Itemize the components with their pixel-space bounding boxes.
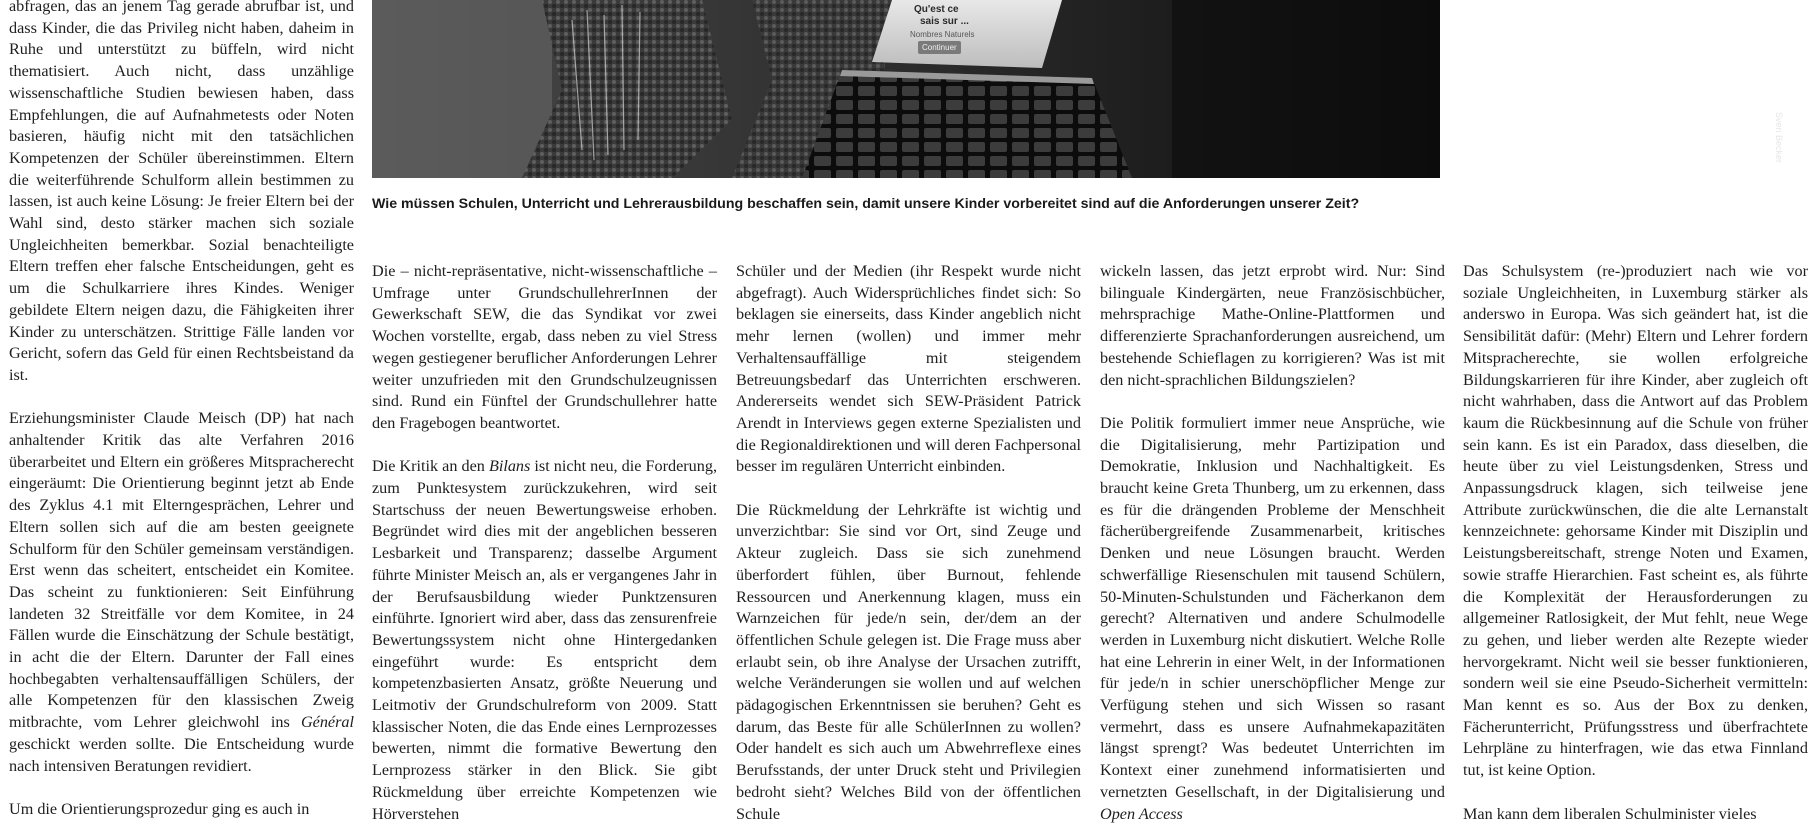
- paragraph: Schüler und der Medien (ihr Respekt wurde nicht abgefragt). Auch Widersprüchliches findet sich: So beklagen sie einerseits, dass Kinder angeblich nicht mehr lernen (wollen) und immer mehr Verhaltensauffällige mit steigendem Betreuungsbedarf das Unterrichten erschweren. Andererseits wendet sich SEW-Präsident Patrick Arendt in Interviews gegen externe Spezialisten und die Regionaldirektionen und will deren Fachpersonal besser im regulären Unterricht einbinden.: [736, 262, 1081, 476]
- paragraph: [9, 408, 354, 777]
- text-run: geschickt werden sollte. Die Entscheidung wurde nach intensiven Beratungen revidiert.: [9, 734, 354, 775]
- screen-text-line3: Nombres Naturels: [910, 30, 975, 39]
- paragraph: Man kann dem liberalen Schulminister vieles: [1463, 804, 1757, 823]
- article-column-5: [1463, 261, 1808, 825]
- photo-credit: Sven Becker: [1774, 112, 1784, 164]
- article-column-4: [1100, 261, 1445, 825]
- italic-term: Open Access: [1100, 804, 1183, 823]
- paragraph: Um die Orientierungsprozedur ging es auch in: [9, 799, 310, 818]
- screen-text-line1: Qu'est ce: [914, 4, 959, 15]
- screen-text-line2: sais sur ...: [920, 16, 969, 27]
- article-column-2: [372, 261, 717, 825]
- paragraph: Die – nicht-repräsentative, nicht-wissenschaftliche – Umfrage unter GrundschullehrerInnen der Gewerkschaft SEW, die das Syndikat vor zwei Wochen vorstellte, ergab, dass neben zu viel Stress wegen gestiegener beruflicher Anforderungen Lehrer weiter unzufrieden mit den Grundschulzeugnissen sind. Rund ein Fünftel der Grundschullehrer hatte den Fragebogen beantwortet.: [372, 262, 717, 432]
- paragraph: abfragen, das an jenem Tag gerade abrufbar ist, und dass Kinder, die das Privileg nicht haben, daheim in Ruhe und unterstützt zu büffeln, wird nicht thematisiert. Auch nicht, dass unzählige wissenschaftliche Studien bewiesen haben, dass Empfehlungen, die auf Aufnahmetests oder Noten basieren, häufig nicht mit den tatsächlichen Kompetenzen der Schüler übereinstimmen. Eltern die weiterführende Schulform allein bestimmen zu lassen, ist auch keine Lösung: Je freier Eltern bei der Wahl sind, desto stärker machen sich soziale Ungleichheiten bemerkbar. Sozial benachteiligte Eltern treffen eher falsche Entscheidungen, geht es um die Schulkarriere ihres Kindes. Weniger gebildete Eltern neigen dazu, die Fähigkeiten ihrer Kinder zu unterschätzen. Strittige Fälle landen vor Gericht, sofern das Geld für einen Rechtsbeistand da ist.: [9, 0, 354, 384]
- paragraph: wickeln lassen, das jetzt erprobt wird. Nur: Sind bilinguale Kindergärten, neue Französischbücher, mehrsprachige Mathe-Online-Plattformen und differenzierte Sprachanforderungen ausreichend, um bestehende Schieflagen zu korrigieren? Was ist mit den nicht-sprachlichen Bildungszielen?: [1100, 262, 1445, 389]
- photo-illustration: [372, 0, 1440, 178]
- italic-term: Général: [300, 713, 354, 732]
- article-column-1: [9, 0, 354, 821]
- italic-term: Bilans: [488, 457, 531, 476]
- paragraph: Das Schulsystem (re-)produziert nach wie vor soziale Ungleichheiten, in Luxemburg stärker als anderswo in Europa. Was sich geändert hat, ist die Sensibilität dafür: (Mehr) Eltern und Lehrer fordern Mitspracherechte, sie wollen erfolgreiche Bildungskarrieren für ihre Kinder, aber zugleich oft nicht wahrhaben, dass die Antwort auf das Problem kaum die Rückbesinnung auf die Schule von früher sein kann. Es ist ein Paradox, dass dieselben, die heute über zu viel Leistungsdenken, Stress und Anpassungsdruck klagen, sich teilweise jene Attribute zurückwünschen, die die alte Lernanstalt kennzeichnete: gehorsame Kinder mit Disziplin und Leistungsbereitschaft, strenge Noten und Examen, sowie straffe Hierarchien. Fast scheint es, als führte die Komplexität der Herausforderungen zu allgemeiner Ratlosigkeit, der Mut fehlt, neue Wege zu gehen, und lieber werden alte Rezepte wieder hervorgekramt. Nicht weil sie besser funktionieren, sondern weil sie eine Pseudo-Sicherheit vermitteln: Man kennt es so. Aus der Box zu denken, Fächerunterricht, Prüfungsstress und überfrachtete Lehrpläne zu hinterfragen, wie das etwa Finnland tut, ist keine Option.: [1463, 262, 1808, 780]
- article-column-3: [736, 261, 1081, 825]
- article-photo: [372, 0, 1784, 178]
- paragraph: Die Rückmeldung der Lehrkräfte ist wichtig und unverzichtbar: Sie sind vor Ort, sind Zeuge und Akteur zugleich. Dass sie sich zunehmend überfordert fühlen, über Burnout, fehlende Ressourcen und Anerkennung klagen, muss ein Warnzeichen für jede/n sein, der/dem an der öffentlichen Schule gelegen ist. Die Frage muss aber erlaubt sein, ob ihre Analyse der Ursachen zutrifft, welche Veränderungen sie wollen und auf welchen pädagogischen Erkenntnissen sie beruhen? Geht es darum, das Beste für alle SchülerInnen zu wollen? Oder handelt es sich auch um Abwehrreflexe eines Berufsstands, der unter Druck steht und Privilegien bedroht sieht? Welches Bild von der öffentlichen Schule: [736, 500, 1081, 823]
- screen-continue-button: Continuer: [918, 41, 961, 54]
- paragraph: [372, 456, 717, 825]
- photo-caption: Wie müssen Schulen, Unterricht und Lehrerausbildung beschaffen sein, damit unsere Kinder vorbereitet sind auf die Anforderungen unserer Zeit?: [372, 196, 1360, 212]
- text-run: ist nicht neu, die Forderung, zum Punktesystem zurückzukehren, wird seit Startschuss der neuen Bewertungsweise erhoben. Begründet wird dies mit der angeblichen besseren Lesbarkeit und Transparenz; dasselbe Argument führte Minister Meisch an, als er vergangenes Jahr in der Berufsausbildung wieder Punktzensuren einführte. Ignoriert wird aber, dass das zensurenfreie Bewertungssystem nicht ohne Hintergedanken eingeführt wurde: Es entspricht dem kompetenzbasierten Ansatz, größte Neuerung und Leitmotiv der Grundschulreform von 2009. Statt klassischer Noten, die das Ende eines Lernprozesses bewerten, nimmt die formative Bewertung den Lernprozess stärker in den Blick. Sie gibt Rückmeldung über erreichte Kompetenzen wie Hörverstehen: [372, 457, 717, 823]
- text-run: Erziehungsminister Claude Meisch (DP) hat nach anhaltender Kritik das alte Verfahren 2016 überarbeitet und Eltern ein größeres Mitspracherecht eingeräumt: Die Orientierung beginnt jetzt ab Ende des Zyklus 4.1 mit Elterngesprächen, Lehrer und Eltern sollen sich auf die am besten geeignete Schulform für den Schüler gemeinsam verständigen. Erst wenn das scheitert, entscheidet ein Komitee. Das scheint zu funktionieren: Seit Einführung landeten 32 Streitfälle vor dem Komitee, in 24 Fällen wurde die Einschätzung der Schule bestätigt, in acht die der Eltern. Darunter der Fall eines hochbegabten verhaltensauffälligen Schülers, der alle Kompetenzen für den klassischen Zweig mitbrachte, vom Lehrer gleichwohl ins: [9, 409, 354, 732]
- text-run: Die Politik formuliert immer neue Ansprüche, wie die Digitalisierung, mehr Partizipation und Demokratie, Inklusion und Nachhaltigkeit. Es braucht keine Greta Thunberg, um zu erkennen, dass es für die drängenden Probleme der Menschheit fächerübergreifende Zusammenarbeit, kritisches Denken und neue Lösungen braucht. Werden schwerfällige Riesenschulen mit tausend Schülern, 50-Minuten-Schulstunden und Fächerkanon dem gerecht? Alternativen und andere Schulmodelle werden in Luxemburg nicht diskutiert. Welche Rolle hat eine Lehrerin in einer Welt, in der Informationen für jede/n in schier unerschöpflicher Menge zur Verfügung stehen und sich Wissen so rasant vermehrt, dass es unsere Aufnahmekapazitäten längst sprengt? Was bedeutet Unterrichten im Kontext einer zunehmend informatisierten und vernetzten Gesellschaft, in der Digitalisierung und: [1100, 413, 1445, 801]
- paragraph: [1100, 413, 1445, 825]
- text-run: Die Kritik an den: [372, 457, 489, 476]
